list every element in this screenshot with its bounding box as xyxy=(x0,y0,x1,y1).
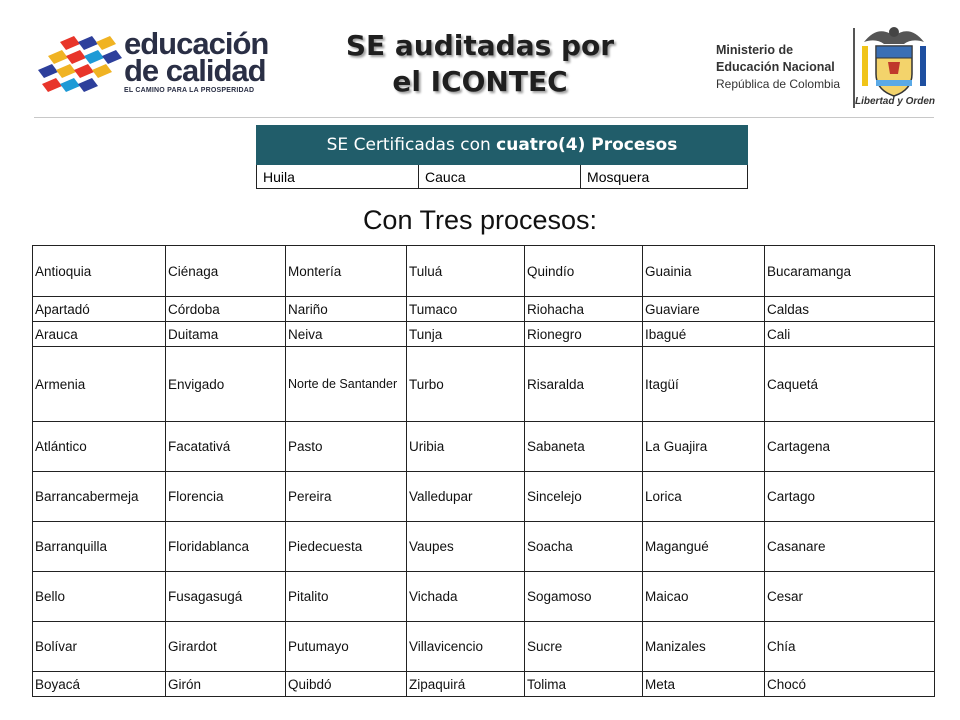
table-row xyxy=(33,322,935,347)
logo-text-de-calidad: de calidad xyxy=(124,53,266,88)
table-cell: Soacha xyxy=(525,522,643,572)
table-cell: Chía xyxy=(765,622,935,672)
table-cell: Neiva xyxy=(286,322,407,347)
table-cell: Tuluá xyxy=(407,246,525,297)
table-cell: Montería xyxy=(286,246,407,297)
table-cell: Bucaramanga xyxy=(765,246,935,297)
page-title-line-2: el ICONTEC xyxy=(392,65,568,98)
table-cell: Ibagué xyxy=(643,322,765,347)
table-cell: Cesar xyxy=(765,572,935,622)
table-cell: Valledupar xyxy=(407,472,525,522)
table-cell: Villavicencio xyxy=(407,622,525,672)
table-cell: Tolima xyxy=(525,672,643,697)
table-cell: Bello xyxy=(33,572,166,622)
certified-cell: Huila xyxy=(257,165,419,189)
table-cell: Zipaquirá xyxy=(407,672,525,697)
three-processes-table xyxy=(32,245,935,697)
table-cell: Arauca xyxy=(33,322,166,347)
page-title xyxy=(300,28,660,100)
table-cell: Riohacha xyxy=(525,297,643,322)
table-cell: Magangué xyxy=(643,522,765,572)
educacion-de-calidad-logo xyxy=(34,26,269,98)
table-cell: Cali xyxy=(765,322,935,347)
table-cell: Florencia xyxy=(166,472,286,522)
certified-four-processes-table xyxy=(256,125,748,189)
table-cell: Facatativá xyxy=(166,422,286,472)
table-cell: Tumaco xyxy=(407,297,525,322)
table-cell: Rionegro xyxy=(525,322,643,347)
table-cell: Boyacá xyxy=(33,672,166,697)
table-cell: Bolívar xyxy=(33,622,166,672)
table-row xyxy=(33,572,935,622)
table-cell: La Guajira xyxy=(643,422,765,472)
table-cell: Itagüí xyxy=(643,347,765,422)
certified-cell: Mosquera xyxy=(581,165,748,189)
table-cell: Turbo xyxy=(407,347,525,422)
table-cell: Caldas xyxy=(765,297,935,322)
table-cell: Barrancabermeja xyxy=(33,472,166,522)
ministry-line-2: Educación Nacional xyxy=(716,60,835,74)
table-cell: Quibdó xyxy=(286,672,407,697)
three-processes-heading: Con Tres procesos: xyxy=(362,205,598,235)
table-row xyxy=(33,246,935,297)
table-cell: Risaralda xyxy=(525,347,643,422)
table-cell: Armenia xyxy=(33,347,166,422)
header-divider xyxy=(34,117,934,118)
table-row xyxy=(33,472,935,522)
table-row xyxy=(33,522,935,572)
table-cell: Nariño xyxy=(286,297,407,322)
table-cell: Sabaneta xyxy=(525,422,643,472)
table-cell: Antioquia xyxy=(33,246,166,297)
table-cell: Meta xyxy=(643,672,765,697)
ministry-motto: Libertad y Orden xyxy=(855,96,936,107)
table-cell: Chocó xyxy=(765,672,935,697)
certified-table-header xyxy=(257,126,748,165)
ministry-line-1: Ministerio de xyxy=(716,43,794,57)
table-row xyxy=(33,622,935,672)
table-cell: Vaupes xyxy=(407,522,525,572)
table-cell: Manizales xyxy=(643,622,765,672)
ministry-line-3: República de Colombia xyxy=(716,77,841,91)
table-cell: Lorica xyxy=(643,472,765,522)
logo-tagline: EL CAMINO PARA LA PROSPERIDAD xyxy=(124,87,255,94)
certified-header-bold: cuatro(4) Procesos xyxy=(496,135,678,155)
table-cell: Cartago xyxy=(765,472,935,522)
table-cell: Sucre xyxy=(525,622,643,672)
table-cell: Piedecuesta xyxy=(286,522,407,572)
table-cell: Tunja xyxy=(407,322,525,347)
table-cell: Casanare xyxy=(765,522,935,572)
table-row xyxy=(33,347,935,422)
table-cell: Uribia xyxy=(407,422,525,472)
ministry-logo-text xyxy=(716,42,851,93)
table-cell: Caquetá xyxy=(765,347,935,422)
table-cell: Atlántico xyxy=(33,422,166,472)
table-cell: Cartagena xyxy=(765,422,935,472)
table-cell: Apartadó xyxy=(33,297,166,322)
table-cell: Sincelejo xyxy=(525,472,643,522)
table-cell: Putumayo xyxy=(286,622,407,672)
certified-header-prefix: SE Certificadas con xyxy=(326,135,497,155)
table-cell: Fusagasugá xyxy=(166,572,286,622)
table-cell: Guainia xyxy=(643,246,765,297)
table-cell: Quindío xyxy=(525,246,643,297)
table-cell: Envigado xyxy=(166,347,286,422)
table-cell: Córdoba xyxy=(166,297,286,322)
colored-blocks-logo-icon xyxy=(34,36,122,96)
table-cell: Ciénaga xyxy=(166,246,286,297)
table-row xyxy=(33,422,935,472)
table-row xyxy=(33,672,935,697)
table-cell: Barranquilla xyxy=(33,522,166,572)
table-cell: Maicao xyxy=(643,572,765,622)
logo-text-educacion: educación xyxy=(124,26,269,61)
table-cell: Duitama xyxy=(166,322,286,347)
table-cell: Pereira xyxy=(286,472,407,522)
table-cell: Floridablanca xyxy=(166,522,286,572)
page-title-line-1: SE auditadas por xyxy=(345,29,615,62)
table-cell: Girón xyxy=(166,672,286,697)
table-cell: Guaviare xyxy=(643,297,765,322)
table-cell: Vichada xyxy=(407,572,525,622)
table-row xyxy=(33,297,935,322)
table-cell: Girardot xyxy=(166,622,286,672)
table-cell: Pasto xyxy=(286,422,407,472)
table-cell: Norte de Santander xyxy=(286,347,407,422)
certified-cell: Cauca xyxy=(419,165,581,189)
table-cell: Sogamoso xyxy=(525,572,643,622)
table-cell: Pitalito xyxy=(286,572,407,622)
